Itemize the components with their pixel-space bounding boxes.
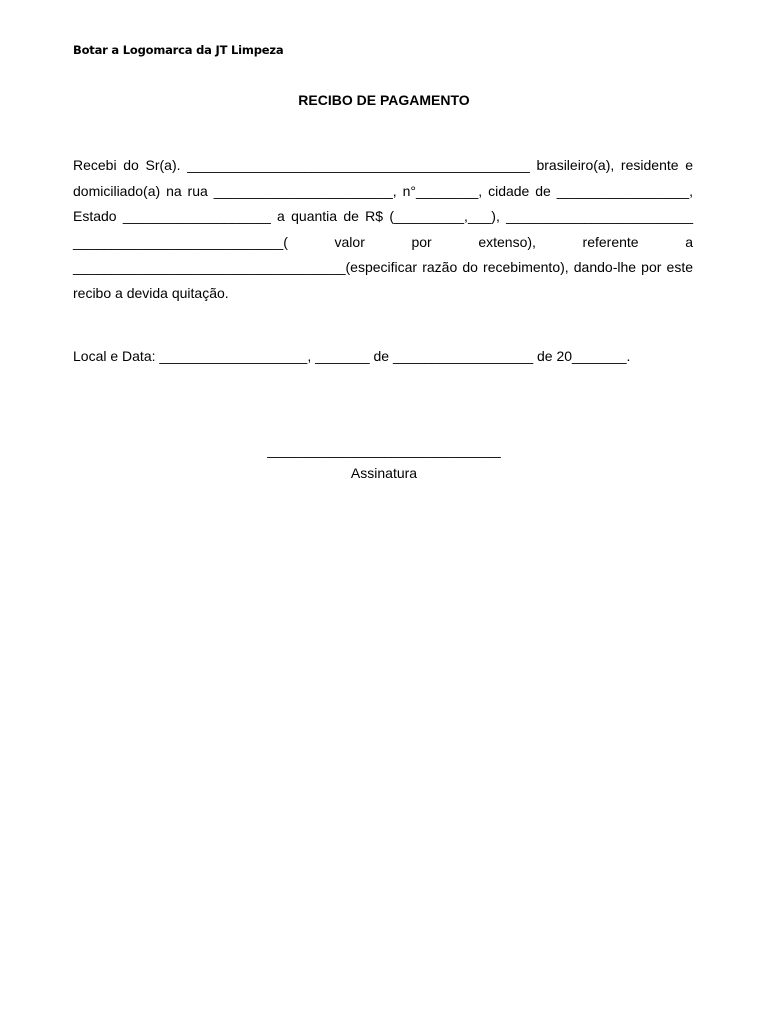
signature-line: ______________________________	[267, 442, 501, 458]
receipt-body-paragraph: Recebi do Sr(a). ____________________________________________ brasileiro(a), residente e domiciliado(a) na rua _______________________, n°________, cidade de _________________, Estado ___________________ a quantia de R$ (_________,___), ________________________ ___________________________( valor por extenso), referente a ___________________________________(especificar razão do recebimento), dando-lhe por este recibo a devida quitação.	[73, 157, 693, 301]
place-and-date-paragraph: Local e Data: ___________________, _______ de __________________ de 20_______.	[73, 348, 631, 364]
signature-label: Assinatura	[350, 465, 418, 481]
logo-placeholder-note: Botar a Logomarca da JT Limpeza	[73, 43, 284, 57]
document-title: RECIBO DE PAGAMENTO	[298, 92, 470, 108]
